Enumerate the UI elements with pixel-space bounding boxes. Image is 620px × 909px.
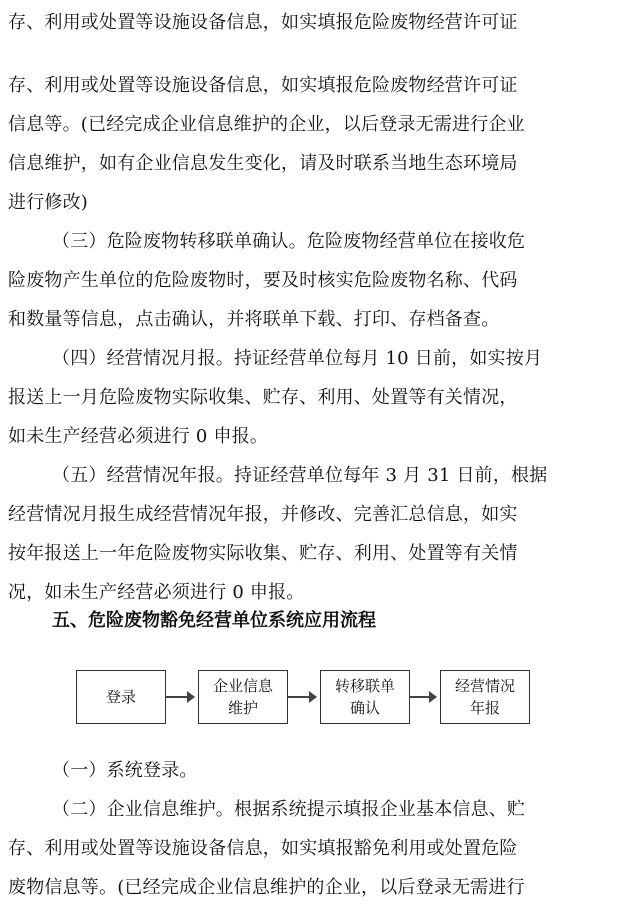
flow-step-annual-report <box>440 670 530 724</box>
flow-step-transfer-confirm <box>320 670 410 724</box>
paragraph-start: （四）经营情况月报。持证经营单位每月 10 日前，如实按月 <box>52 348 543 369</box>
flow-step-label: 登录 <box>105 688 136 706</box>
flow-arrow <box>410 696 436 698</box>
flow-step-login <box>76 670 166 724</box>
text-line: 报送上一月危险废物实际收集、贮存、利用、处置等有关情况， <box>8 387 518 408</box>
paragraph-start: （五）经营情况年报。持证经营单位每年 3 月 31 日前，根据 <box>52 465 548 486</box>
flow-step-label: 年报 <box>469 699 500 717</box>
flow-step-label: 企业信息 <box>212 677 273 695</box>
text-line: 废物信息等。(已经完成企业信息维护的企业，以后登录无需进行 <box>8 877 525 898</box>
paragraph-start: （三）危险废物转移联单确认。危险废物经营单位在接收危 <box>52 231 526 252</box>
text-line: 信息维护，如有企业信息发生变化，请及时联系当地生态环境局 <box>8 153 518 174</box>
paragraph-start: （一）系统登录。 <box>52 760 198 781</box>
text-line: 经营情况月报生成经营情况年报，并修改、完善汇总信息，如实 <box>8 504 518 525</box>
process-flowchart <box>0 662 620 732</box>
section-heading: 五、危险废物豁免经营单位系统应用流程 <box>52 610 376 631</box>
text-line: 信息等。(已经完成企业信息维护的企业，以后登录无需进行企业 <box>8 114 525 135</box>
flow-step-enterprise-info <box>198 670 288 724</box>
flow-step-label: 维护 <box>227 699 258 717</box>
text-line: 存、利用或处置等设施设备信息，如实填报危险废物经营许可证 <box>8 12 518 33</box>
text-line: 和数量等信息，点击确认，并将联单下载、打印、存档备查。 <box>8 309 500 330</box>
flow-arrow <box>166 696 194 698</box>
text-line: 如未生产经营必须进行 0 申报。 <box>8 426 269 447</box>
text-line: 存、利用或处置等设施设备信息，如实填报豁免利用或处置危险 <box>8 838 518 859</box>
flow-step-label: 经营情况 <box>454 677 515 695</box>
text-line: 况，如未生产经营必须进行 0 申报。 <box>8 582 305 603</box>
paragraph-start: （二）企业信息维护。根据系统提示填报企业基本信息、贮 <box>52 799 526 820</box>
text-line: 险废物产生单位的危险废物时，要及时核实危险废物名称、代码 <box>8 270 518 291</box>
text-line: 按年报送上一年危险废物实际收集、贮存、利用、处置等有关情 <box>8 543 518 564</box>
flow-step-label: 转移联单 <box>334 677 395 695</box>
text-line: 进行修改) <box>8 192 89 213</box>
flow-step-label: 确认 <box>349 699 380 717</box>
text-line: 存、利用或处置等设施设备信息，如实填报危险废物经营许可证 <box>8 75 518 96</box>
flow-arrow <box>288 696 316 698</box>
